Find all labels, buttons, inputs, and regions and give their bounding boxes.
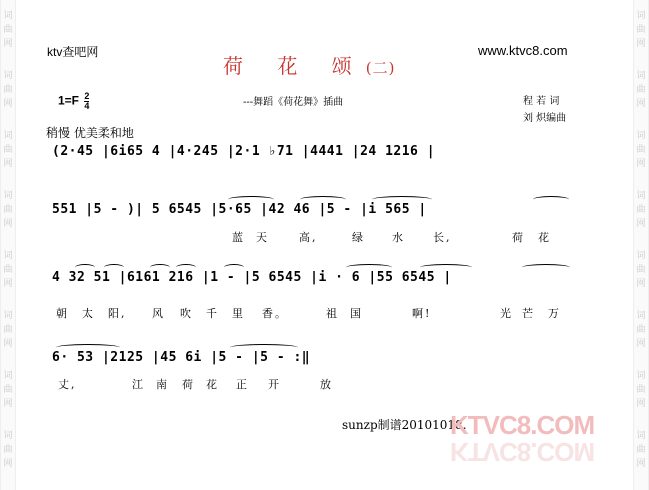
watermark-char: 网 (636, 219, 646, 229)
time-signature (84, 92, 89, 111)
lyric: 千 (206, 307, 219, 320)
left-watermark-strip (0, 0, 16, 490)
slur-mark (56, 344, 120, 351)
watermark-char: 网 (636, 159, 646, 169)
tempo-marking: 稍慢 优美柔和地 (46, 126, 134, 140)
song-subtitle: ---舞蹈《荷花舞》插曲 (243, 97, 344, 108)
slur-mark (420, 264, 472, 271)
watermark-char: 网 (636, 399, 646, 409)
watermark-char: 网 (3, 339, 13, 349)
score-line-4: 6· 53 |2125 |45 6i |5 - |5 - :‖ (52, 350, 311, 365)
watermark-char: 曲 (636, 145, 646, 155)
slur-mark (228, 196, 274, 203)
lyricist-credit: 程 若 词 (523, 96, 560, 107)
lyric: 芒 (522, 307, 535, 320)
slur-mark (372, 196, 432, 203)
watermark-char: 曲 (3, 445, 13, 455)
lyric: 江 (132, 378, 145, 391)
right-watermark-strip (633, 0, 649, 490)
slur-mark (150, 264, 170, 271)
watermark-char: 曲 (3, 265, 13, 275)
watermark-char: 曲 (636, 385, 646, 395)
watermark-char: 曲 (636, 205, 646, 215)
lyric: 太 (82, 307, 95, 320)
watermark-char: 词 (636, 251, 646, 261)
slur-mark (522, 264, 570, 271)
lyric: 啊! (412, 307, 432, 320)
title-main: 荷 花 颂 (223, 54, 366, 78)
score-line-3: 4 32 51 |6161 216 |1 - |5 6545 |i · 6 |55 6545 | (52, 270, 452, 285)
site-name-left: ktv查吧网 (47, 45, 99, 59)
slur-mark (230, 344, 298, 351)
slur-mark (224, 264, 244, 271)
watermark-char: 曲 (3, 85, 13, 95)
watermark-char: 词 (3, 251, 13, 261)
lyric: 长, (433, 231, 452, 244)
lyric: 万 (548, 307, 561, 320)
lyric: 荷 (182, 378, 195, 391)
watermark-char: 词 (636, 71, 646, 81)
slur-mark (300, 196, 346, 203)
slur-mark (75, 264, 95, 271)
lyric: 高, (299, 231, 318, 244)
watermark-char: 曲 (3, 25, 13, 35)
lyric: 丈, (58, 378, 77, 391)
key-label: 1=F (58, 93, 80, 108)
lyric: 放 (320, 378, 333, 391)
score-line-2: 551 |5 - )| 5 6545 |5·65 |42 46 |5 - |i 565 | (52, 202, 427, 217)
time-numerator: 2 (84, 91, 90, 101)
watermark-char: 曲 (3, 385, 13, 395)
lyric: 天 (256, 231, 269, 244)
lyric: 风 (152, 307, 165, 320)
watermark-char: 词 (3, 71, 13, 81)
watermark-char: 网 (3, 39, 13, 49)
transcriber-credit: sunzp制谱20101018. (342, 418, 467, 432)
lyric: 开 (268, 378, 281, 391)
lyric: 花 (206, 378, 219, 391)
composer-credit: 刘 炽编曲 (523, 113, 567, 124)
score-line-1: (2·45 |6i65 4 |4·245 |2·1 ♭71 |4441 |24 1216 | (52, 144, 436, 159)
time-denominator: 4 (84, 101, 90, 111)
watermark-char: 曲 (636, 325, 646, 335)
watermark-char: 网 (636, 279, 646, 289)
watermark-char: 词 (3, 371, 13, 381)
key-signature (58, 92, 89, 111)
watermark-char: 网 (3, 459, 13, 469)
lyric: 蓝 (232, 231, 245, 244)
title-suffix: (二) (365, 59, 396, 77)
watermark-char: 曲 (636, 265, 646, 275)
site-url[interactable]: www.ktvc8.com (478, 43, 568, 58)
lyric: 荷 (512, 231, 525, 244)
slur-mark (176, 264, 196, 271)
lyric: 正 (236, 378, 249, 391)
lyric: 水 (392, 231, 405, 244)
watermark-char: 网 (636, 459, 646, 469)
watermark-char: 曲 (3, 145, 13, 155)
watermark-char: 词 (636, 371, 646, 381)
lyric: 光 (500, 307, 513, 320)
watermark-char: 词 (3, 131, 13, 141)
lyric: 阳, (108, 307, 127, 320)
song-title (223, 50, 395, 79)
lyric: 里 (232, 307, 245, 320)
watermark-char: 词 (636, 11, 646, 21)
slur-mark (346, 264, 392, 271)
site-logo-watermark: KTVC8.COM (450, 410, 595, 440)
watermark-char: 网 (3, 219, 13, 229)
watermark-char: 网 (3, 399, 13, 409)
watermark-char: 词 (636, 311, 646, 321)
watermark-char: 曲 (636, 25, 646, 35)
lyric: 祖 (326, 307, 339, 320)
lyric: 南 (156, 378, 169, 391)
watermark-char: 网 (3, 159, 13, 169)
lyric: 朝 (56, 307, 69, 320)
watermark-char: 词 (3, 11, 13, 21)
site-logo-reflection: KTVC8.COM (450, 437, 595, 467)
lyric: 花 (538, 231, 551, 244)
lyric: 吹 (180, 307, 193, 320)
watermark-char: 曲 (636, 85, 646, 95)
watermark-char: 网 (636, 39, 646, 49)
watermark-char: 网 (636, 339, 646, 349)
watermark-char: 网 (636, 99, 646, 109)
watermark-char: 曲 (636, 445, 646, 455)
watermark-char: 词 (3, 191, 13, 201)
watermark-char: 词 (3, 311, 13, 321)
watermark-char: 词 (636, 431, 646, 441)
watermark-char: 词 (3, 431, 13, 441)
lyric: 绿 (352, 231, 365, 244)
watermark-char: 词 (636, 131, 646, 141)
watermark-char: 网 (3, 279, 13, 289)
slur-mark (104, 264, 124, 271)
watermark-char: 网 (3, 99, 13, 109)
watermark-char: 曲 (3, 325, 13, 335)
watermark-char: 曲 (3, 205, 13, 215)
lyric: 香。 (262, 307, 288, 320)
slur-mark (533, 196, 569, 203)
lyric: 国 (350, 307, 363, 320)
watermark-char: 词 (636, 191, 646, 201)
